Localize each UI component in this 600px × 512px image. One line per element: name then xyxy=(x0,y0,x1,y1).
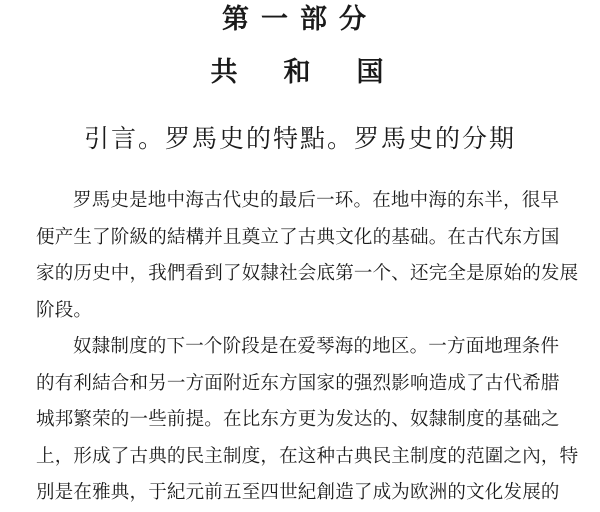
section-title: 共和国 xyxy=(210,57,430,88)
paragraph-1-line-4: 阶段。 xyxy=(36,299,93,321)
paragraph-1-line-2: 便产生了阶級的結構并且奠立了古典文化的基础。在古代东方国 xyxy=(36,226,560,248)
part-title: 第一部分 xyxy=(222,4,378,35)
paragraph-2-line-4: 上，形成了古典的民主制度，在这种古典民主制度的范圍之內，特 xyxy=(36,445,579,467)
paragraph-2-line-1: 奴隸制度的下一个阶段是在爱琴海的地区。一方面地理条件 xyxy=(73,336,560,357)
body-text xyxy=(36,183,594,512)
paragraph-2-line-5: 別是在雅典，于紀元前五至四世紀創造了成为欧洲的文化发展的 xyxy=(36,482,560,503)
paragraph-1-line-3: 家的历史中，我們看到了奴隸社会底第一个、还完全是原始的发展 xyxy=(36,263,579,284)
paragraph-1-line-1: 罗馬史是地中海古代史的最后一环。在地中海的东半，很早 xyxy=(73,190,560,211)
paragraph-2-line-3: 城邦繁荣的一些前提。在比东方更为发达的、奴隸制度的基础之 xyxy=(36,409,560,430)
chapter-title: 引言。罗馬史的特點。罗馬史的分期 xyxy=(83,124,516,153)
paragraph-2-line-2: 的有利結合和另一方面附近东方国家的强烈影响造成了古代希腊 xyxy=(36,372,560,394)
